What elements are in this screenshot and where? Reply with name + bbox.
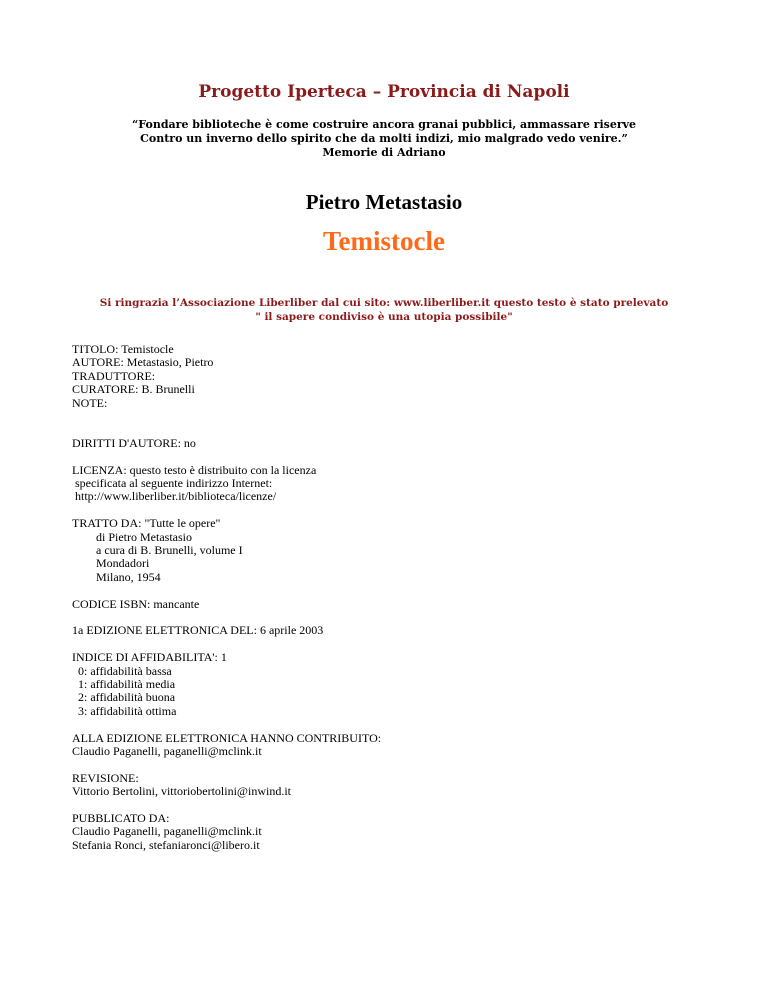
- metadata-block: [72, 437, 692, 450]
- quote-line: “Fondare biblioteche è come costruire ancora granai pubblici, ammassare riserve: [131, 118, 637, 131]
- author-name: Pietro Metastasio: [305, 190, 463, 214]
- acknowledgement-line: " il sapere condiviso è una utopia possibile": [255, 311, 513, 323]
- metadata-line: Claudio Paganelli, paganelli@mclink.it: [72, 744, 262, 759]
- metadata-line: ALLA EDIZIONE ELETTRONICA HANNO CONTRIBUITO:: [72, 730, 382, 745]
- metadata-line: 0: affidabilità bassa: [72, 663, 172, 678]
- metadata-line: di Pietro Metastasio: [72, 529, 192, 544]
- metadata-line: INDICE DI AFFIDABILITA': 1: [72, 650, 227, 665]
- quote-source: Memorie di Adriano: [322, 146, 446, 159]
- metadata-block: [72, 343, 692, 423]
- metadata-block: [72, 772, 692, 799]
- work-title: Temistocle: [323, 226, 445, 256]
- epigraph-quote: [0, 118, 768, 160]
- metadata-line: AUTORE: Metastasio, Pietro: [72, 355, 214, 370]
- metadata-line: http://www.liberliber.it/biblioteca/licenze/: [72, 489, 277, 504]
- metadata-line: CODICE ISBN: mancante: [72, 596, 200, 611]
- metadata-line: Vittorio Bertolini, vittoriobertolini@inwind.it: [72, 784, 291, 799]
- metadata-line: Claudio Paganelli, paganelli@mclink.it: [72, 824, 262, 839]
- metadata-line: CURATORE: B. Brunelli: [72, 382, 195, 397]
- metadata-line: REVISIONE:: [72, 770, 139, 785]
- metadata-line: 3: affidabilità ottima: [72, 703, 177, 718]
- metadata-line: LICENZA: questo testo è distribuito con la licenza: [72, 462, 317, 477]
- metadata-line: 1: affidabilità media: [72, 677, 176, 692]
- metadata-block: [72, 517, 692, 584]
- metadata-line: TITOLO: Temistocle: [72, 342, 174, 356]
- metadata-line: [72, 410, 692, 423]
- metadata-line: Stefania Ronci, stefaniaronci@libero.it: [72, 837, 260, 852]
- metadata-line: TRADUTTORE:: [72, 368, 156, 383]
- metadata-line: 2: affidabilità buona: [72, 690, 176, 705]
- metadata-block: [72, 732, 692, 759]
- metadata-line: TRATTO DA: "Tutte le opere": [72, 516, 221, 531]
- project-title: Progetto Iperteca – Provincia di Napoli: [198, 82, 570, 102]
- metadata-line: NOTE:: [72, 395, 108, 410]
- metadata-section: [72, 343, 692, 866]
- metadata-line: specificata al seguente indirizzo Internet:: [72, 476, 273, 491]
- metadata-line: DIRITTI D'AUTORE: no: [72, 435, 196, 450]
- metadata-block: [72, 812, 692, 852]
- metadata-block: [72, 624, 692, 637]
- metadata-block: [72, 598, 692, 611]
- metadata-line: Milano, 1954: [72, 569, 161, 584]
- acknowledgement: [0, 296, 768, 324]
- acknowledgement-line: Si ringrazia l’Associazione Liberliber dal cui sito: www.liberliber.it questo testo è stato prelevato: [99, 297, 669, 309]
- metadata-line: 1a EDIZIONE ELETTRONICA DEL: 6 aprile 2003: [72, 623, 324, 638]
- metadata-block: [72, 464, 692, 504]
- metadata-block: [72, 651, 692, 718]
- metadata-line: Mondadori: [72, 556, 150, 571]
- metadata-line: a cura di B. Brunelli, volume I: [72, 543, 243, 558]
- metadata-line: PUBBLICATO DA:: [72, 811, 170, 826]
- quote-line: Contro un inverno dello spirito che da molti indizi, mio malgrado vedo venire.”: [140, 132, 628, 145]
